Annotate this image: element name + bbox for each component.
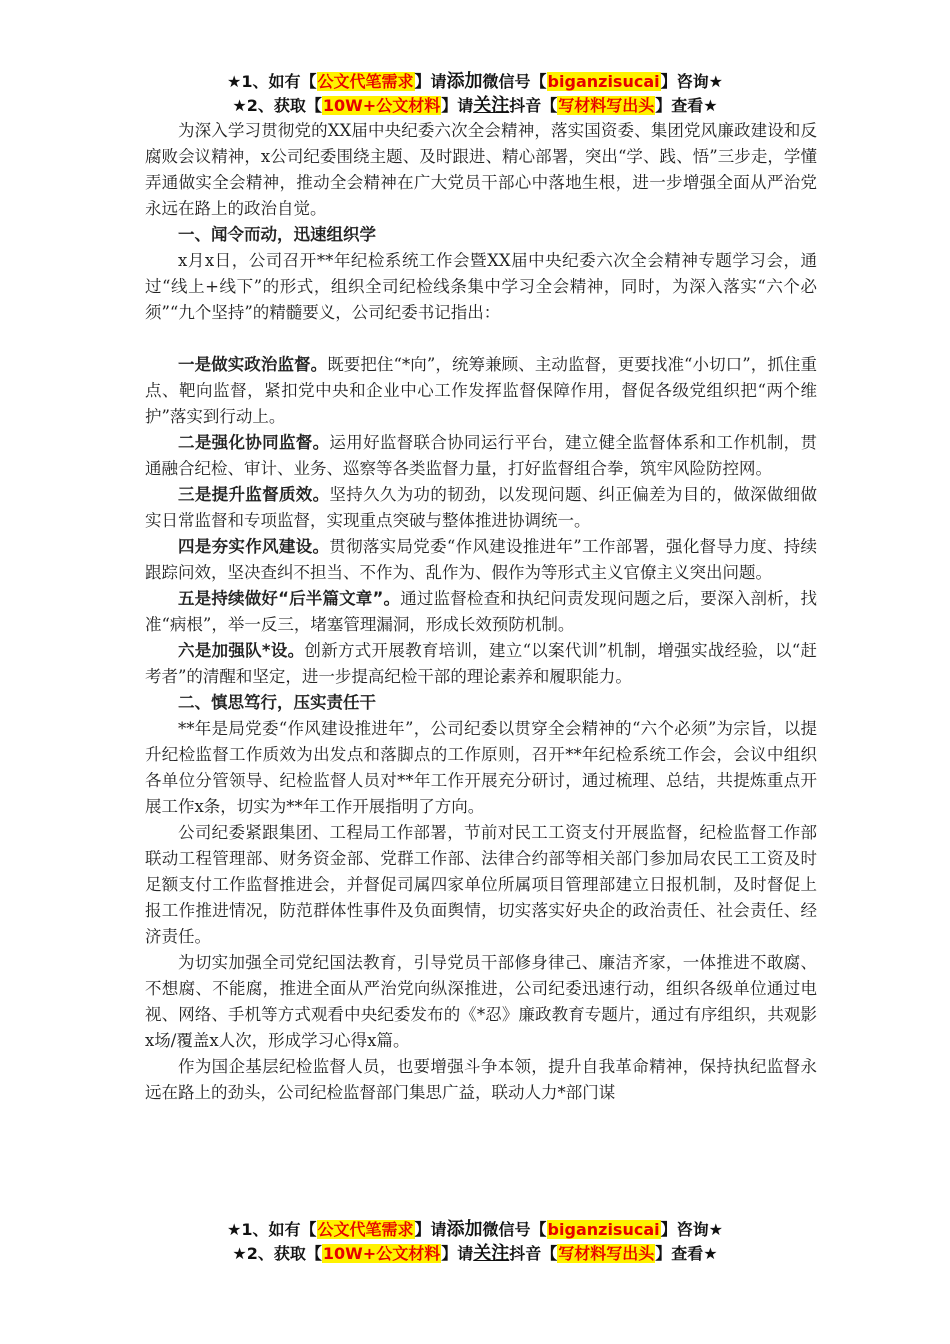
banner-text: 抖音【 — [509, 1244, 558, 1263]
item-text: 创新方式开展教育培训，建立“以案代训”机制，增强实战经验，以“赶考者”的清醒和坚定，进一步提高纪检干部的理论素养和履职能力。 — [145, 641, 817, 686]
list-item — [145, 534, 817, 586]
banner-text: 】请 — [414, 72, 447, 91]
promo-banner-bottom-line2 — [0, 1242, 950, 1266]
highlight-tag: 公文代笔需求 — [317, 1220, 414, 1239]
emphasis-text: 关注 — [473, 1243, 510, 1264]
section-heading-2: 二、慎思笃行，压实责任干 — [178, 693, 376, 712]
banner-text: ★2、获取【 — [232, 96, 322, 115]
douyin-id-highlight: 写材料写出头 — [558, 96, 655, 115]
item-text: 既要把住“*向”，统筹兼顾、主动监督，更要找准“小切口”，抓住重点、靶向监督，紧扣党中央和企业中心工作发挥监督保障作用，督促各级党组织把“两个维护”落实到行动上。 — [145, 355, 818, 426]
banner-text: ★2、获取【 — [232, 1244, 322, 1263]
banner-text: ★1、如有【 — [227, 72, 317, 91]
item-text: 坚持久久为功的韧劲，以发现问题、纠正偏差为目的，做深做细做实日常监督和专项监督，实现重点突破与整体推进协调统一。 — [145, 485, 818, 530]
wechat-id-highlight: biganzisucai — [547, 1220, 660, 1239]
douyin-id-highlight: 写材料写出头 — [558, 1244, 655, 1263]
paragraph: 为切实加强全司党纪国法教育，引导党员干部修身律己、廉洁齐家，一体推进不敢腐、不想腐、不能腐，推进全面从严治党向纵深推进，公司纪委迅速行动，组织各级单位通过电视、网络、手机等方式观看中央纪委发布的《*忍》廉政教育专题片，通过有序组织，共观影x场/覆盖x人次，形成学习心得x篇。 — [145, 953, 817, 1050]
banner-text: 微信号【 — [482, 1220, 547, 1239]
item-text: 通过监督检查和执纪问责发现问题之后，要深入剖析，找准“病根”，举一反三，堵塞管理漏洞，形成长效预防机制。 — [145, 589, 817, 634]
banner-text: 】请 — [441, 1244, 474, 1263]
highlight-tag: 10W+公文材料 — [322, 1244, 441, 1263]
item-lead: 六是加强队*设。 — [178, 641, 305, 660]
list-item — [145, 352, 817, 430]
list-item — [145, 638, 817, 690]
promo-banner-top-line2 — [0, 94, 950, 118]
emphasis-text: 关注 — [473, 95, 510, 116]
list-item — [145, 482, 817, 534]
item-lead: 二是强化协同监督。 — [178, 433, 330, 452]
paragraph: 公司纪委紧跟集团、工程局工作部署，节前对民工工资支付开展监督，纪检监督工作部联动工程管理部、财务资金部、党群工作部、法律合约部等相关部门参加局农民工工资及时足额支付工作监督推进会，并督促司属四家单位所属项目管理部建立日报机制，及时督促上报工作推进情况，防范群体性事件及负面舆情，切实落实好央企的政治责任、社会责任、经济责任。 — [145, 823, 817, 946]
list-item — [145, 430, 817, 482]
emphasis-text: 添加 — [446, 1219, 483, 1240]
promo-banner-top-line1 — [0, 70, 950, 94]
emphasis-text: 添加 — [446, 71, 483, 92]
list-item — [145, 586, 817, 638]
item-lead: 三是提升监督质效。 — [178, 485, 330, 504]
wechat-id-highlight: biganzisucai — [547, 72, 660, 91]
paragraph: 作为国企基层纪检监督人员，也要增强斗争本领，提升自我革命精神，保持执纪监督永远在路上的劲头，公司纪检监督部门集思广益，联动人力*部门谋 — [145, 1057, 817, 1102]
banner-text: 】查看★ — [655, 96, 718, 115]
paragraph: x月x日，公司召开**年纪检系统工作会暨XX届中央纪委六次全会精神专题学习会，通过“线上+线下”的形式，组织全司纪检线条集中学习全会精神，同时，为深入落实“六个必须”“九个坚持”的精髓要义，公司纪委书记指出： — [145, 251, 817, 322]
document-body — [145, 118, 817, 1106]
banner-text: ★1、如有【 — [227, 1220, 317, 1239]
highlight-tag: 公文代笔需求 — [317, 72, 414, 91]
paragraph: **年是局党委“作风建设推进年”，公司纪委以贯穿全会精神的“六个必须”为宗旨，以提升纪检监督工作质效为出发点和落脚点的工作原则，召开**年纪检系统工作会，会议中组织各单位分管领导、纪检监督人员对**年工作开展充分研讨，通过梳理、总结，共提炼重点开展工作x条，切实为**年工作开展指明了方向。 — [145, 719, 817, 816]
section-heading-1: 一、闻令而动，迅速组织学 — [178, 225, 376, 244]
banner-text: 】咨询★ — [660, 72, 723, 91]
item-text: 运用好监督联合协同运行平台，建立健全监督体系和工作机制，贯通融合纪检、审计、业务、巡察等各类监督力量，打好监督组合拳，筑牢风险防控网。 — [145, 433, 818, 478]
banner-text: 微信号【 — [482, 72, 547, 91]
item-lead: 四是夯实作风建设。 — [178, 537, 330, 556]
banner-text: 】请 — [414, 1220, 447, 1239]
promo-banner-bottom-line1 — [0, 1218, 950, 1242]
item-lead: 五是持续做好“后半篇文章”。 — [178, 589, 401, 608]
banner-text: 】查看★ — [655, 1244, 718, 1263]
banner-text: 】咨询★ — [660, 1220, 723, 1239]
intro-paragraph: 为深入学习贯彻党的XX届中央纪委六次全会精神，落实国资委、集团党风廉政建设和反腐败会议精神，x公司纪委围绕主题、及时跟进、精心部署，突出“学、践、悟”三步走，学懂弄通做实全会精神，推动全会精神在广大党员干部心中落地生根，进一步增强全面从严治党永远在路上的政治自觉。 — [145, 121, 817, 218]
banner-text: 抖音【 — [509, 96, 558, 115]
banner-text: 】请 — [441, 96, 474, 115]
item-text: 贯彻落实局党委“作风建设推进年”工作部署，强化督导力度、持续跟踪问效，坚决查纠不担当、不作为、乱作为、假作为等形式主义官僚主义突出问题。 — [145, 537, 818, 582]
highlight-tag: 10W+公文材料 — [322, 96, 441, 115]
item-lead: 一是做实政治监督。 — [178, 355, 328, 374]
